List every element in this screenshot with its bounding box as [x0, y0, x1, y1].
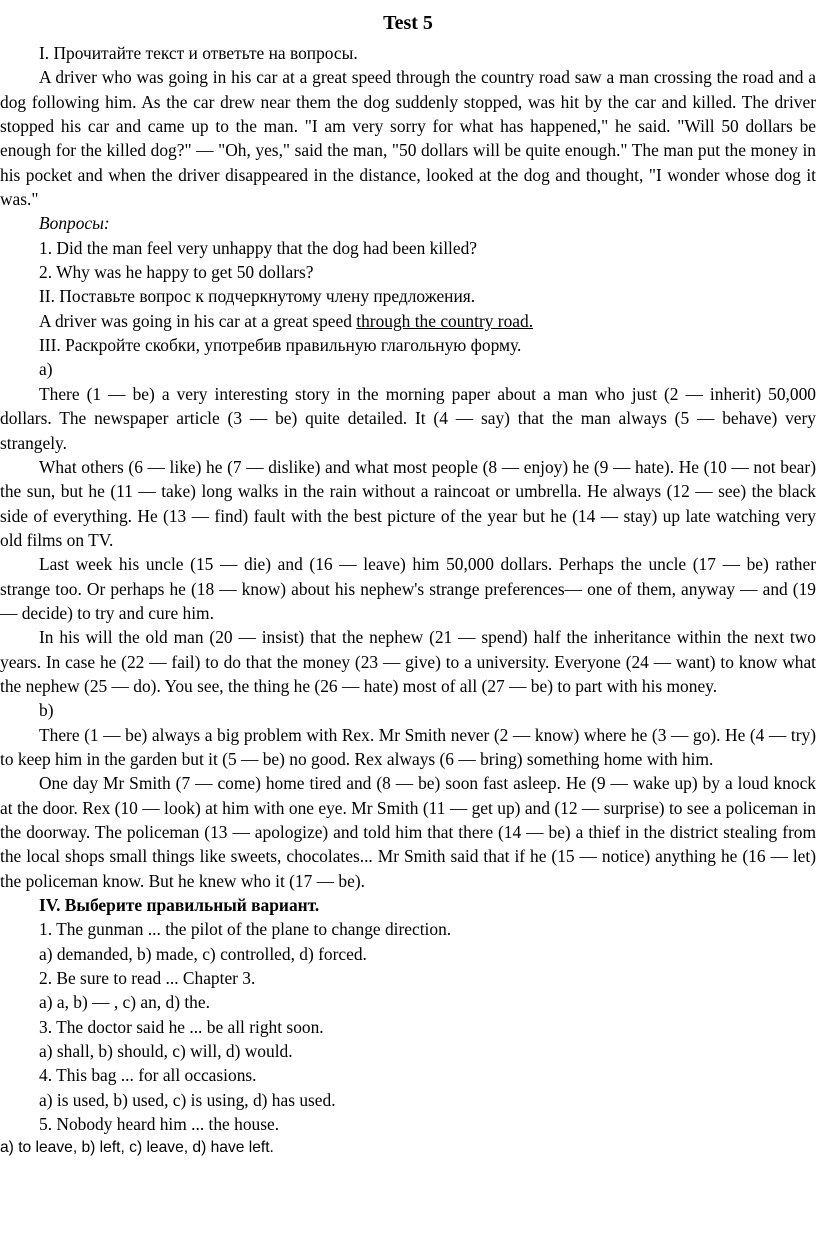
part-a-label: a)	[39, 359, 53, 380]
underlined-phrase: through the country road.	[356, 310, 534, 331]
section-2-heading: II. Поставьте вопрос к подчеркнутому члену предложения.	[39, 286, 476, 307]
mc-item-1: 1. The gunman ... the pilot of the plane to change direction.	[39, 919, 452, 940]
mc-last-options: a) to leave, b) left, c) leave, d) have left.	[0, 1139, 274, 1157]
mc-item-6: a) shall, b) should, c) will, d) would.	[39, 1041, 293, 1062]
mc-item-8: a) is used, b) used, c) is using, d) has used.	[39, 1089, 336, 1110]
section-2-sentence	[0, 309, 816, 333]
part-b-paragraph-1: There (1 — be) always a big problem with Rex. Mr Smith never (2 — know) where he (3 — go). He (4 — try) to keep him in the garden but it (5 — be) no good. Rex always (6 — bring) something home with him.	[0, 724, 816, 769]
section-3-heading: III. Раскройте скобки, употребив правильную глагольную форму.	[39, 335, 522, 356]
reading-text: A driver who was going in his car at a great speed through the country road saw a man crossing the road and a dog following him. As the car drew near them the dog suddenly stopped, was hit by the car and killed. The driver stopped his car and came up to the man. "I am very sorry for what has happened," he said. "Will 50 dollars be enough for the killed dog?" — "Oh, yes," said the man, "50 dollars will be quite enough." The man put the money in his pocket and when the driver disappeared in the distance, looked at the dog and thought, "I wonder whose dog it was."	[0, 67, 816, 210]
mc-item-5: 3. The doctor said he ... be all right soon.	[39, 1016, 324, 1037]
part-b-label: b)	[39, 700, 54, 721]
part-a-paragraph-1: There (1 — be) a very interesting story in the morning paper about a man who just (2 — inherit) 50,000 dollars. The newspaper article (3 — be) quite detailed. It (4 — say) that the man always (5 — behave) very strangely.	[0, 383, 816, 453]
mc-item-7: 4. This bag ... for all occasions.	[39, 1065, 257, 1086]
sentence-start: A driver was going in his car at a great speed	[39, 310, 357, 331]
question-2: 2. Why was he happy to get 50 dollars?	[39, 262, 314, 283]
part-b-paragraph-2: One day Mr Smith (7 — come) home tired and (8 — be) soon fast asleep. He (9 — wake up) by a loud knock at the door. Rex (10 — look) at him with one eye. Mr Smith (11 — get up) and (12 — surprise) to see a policeman in the doorway. The policeman (13 — apologize) and told him that there (14 — be) a thief in the district stealing from the local shops small things like sweets, chocolates... Mr Smith said that if he (15 — notice) anything he (16 — let) the policeman know. But he knew who it (17 — be).	[0, 773, 816, 891]
mc-item-9: 5. Nobody heard him ... the house.	[39, 1114, 280, 1135]
document-body	[0, 41, 816, 1160]
page-title: Test 5	[383, 12, 433, 34]
mc-item-2: a) demanded, b) made, c) controlled, d) forced.	[39, 943, 367, 964]
questions-label: Вопросы:	[39, 213, 110, 234]
mc-item-3: 2. Be sure to read ... Chapter 3.	[39, 968, 256, 989]
part-a-paragraph-2: What others (6 — like) he (7 — dislike) and what most people (8 — enjoy) he (9 — hate). He (10 — not bear) the sun, but he (11 — take) long walks in the rain without a raincoat or umbrella. He always (12 — see) the black side of everything. He (13 — find) fault with the best picture of the year but he (14 — stay) up late watching very old films on TV.	[0, 456, 816, 550]
part-a-paragraph-3: Last week his uncle (15 — die) and (16 — leave) him 50,000 dollars. Perhaps the uncle (17 — be) rather strange too. Or perhaps he (18 — know) about his nephew's strange preferences— one of them, anyway — and (19 — decide) to try and cure him.	[0, 554, 816, 623]
mc-item-4: a) a, b) — , c) an, d) the.	[39, 992, 210, 1013]
section-4-heading: IV. Выберите правильный вариант.	[39, 895, 320, 916]
question-1: 1. Did the man feel very unhappy that the dog had been killed?	[39, 237, 478, 258]
part-a-paragraph-4: In his will the old man (20 — insist) that the nephew (21 — spend) half the inheritance within the next two years. In case he (22 — fail) to do that the money (23 — give) to a university. Everyone (24 — want) to know what the nephew (25 — do). You see, the thing he (26 — hate) most of all (27 — be) to part with his money.	[0, 627, 816, 696]
section-1-heading: I. Прочитайте текст и ответьте на вопросы.	[39, 43, 358, 63]
